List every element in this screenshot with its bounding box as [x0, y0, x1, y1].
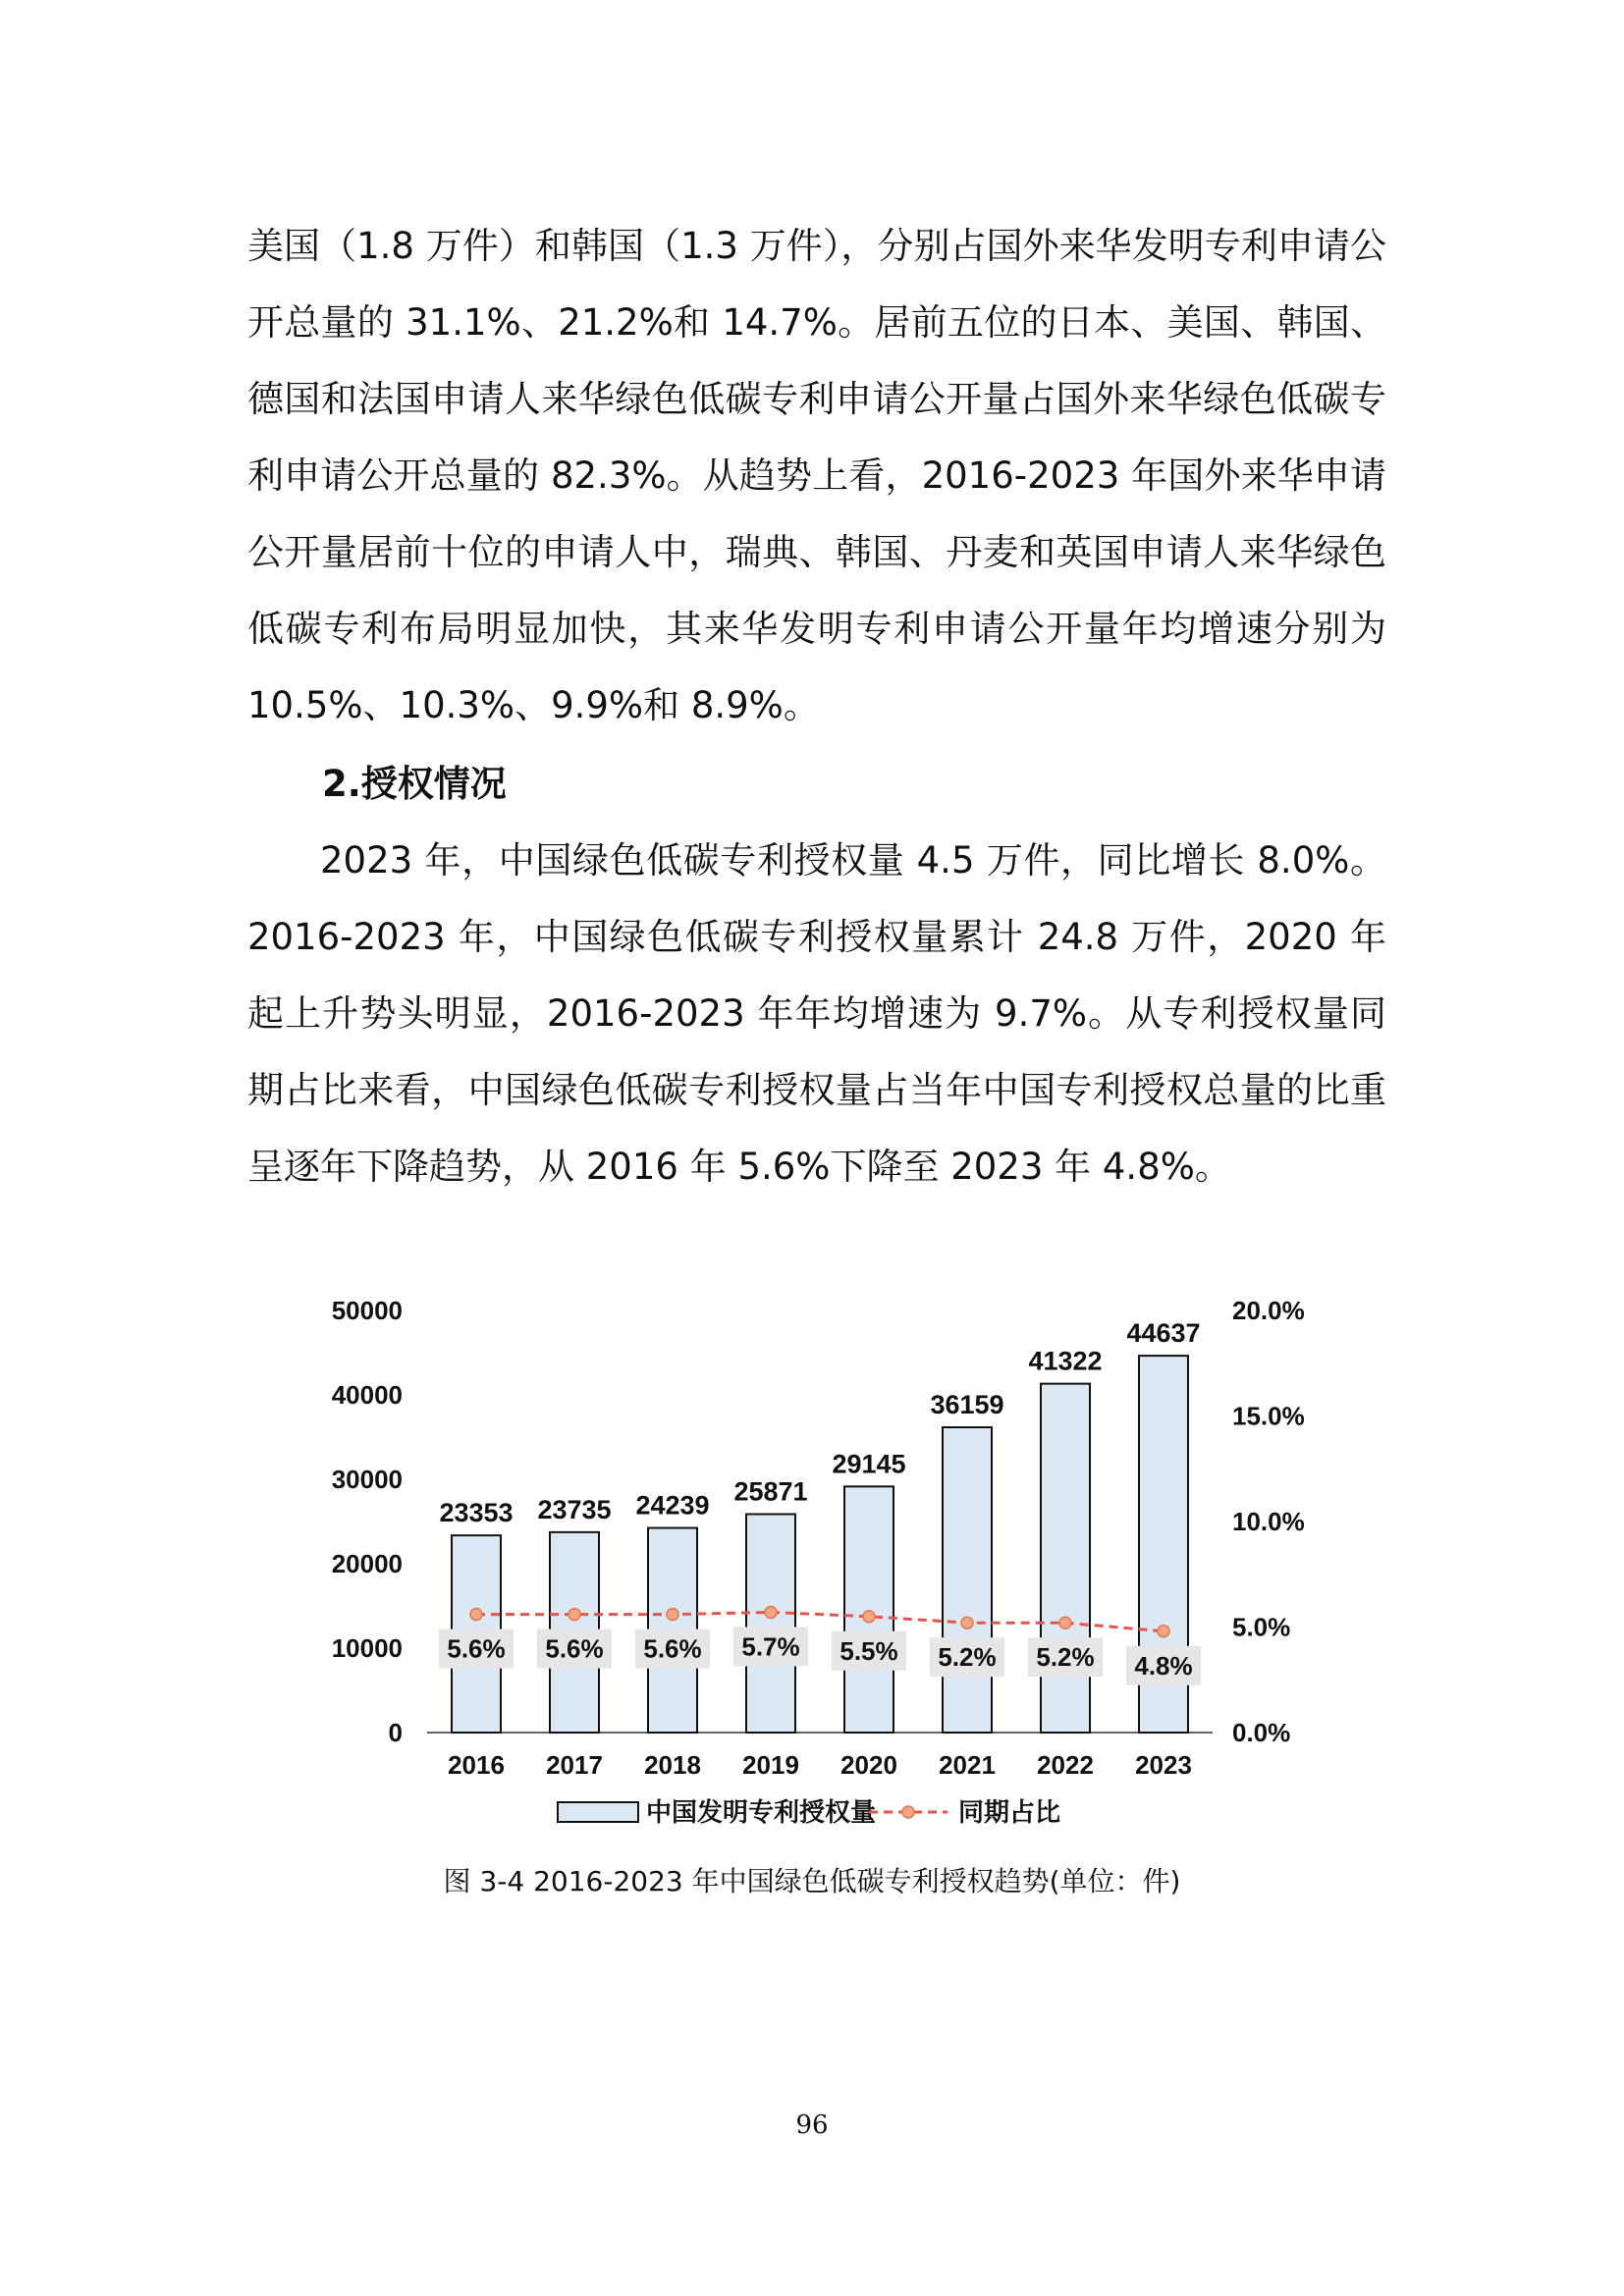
- bar-value-label: 41322: [1028, 1346, 1103, 1376]
- share-label: 5.2%: [938, 1642, 997, 1673]
- x-tick-label: 2020: [840, 1750, 897, 1780]
- y-left-tick-label: 10000: [331, 1633, 403, 1663]
- x-tick-label: 2021: [939, 1750, 996, 1780]
- bar: [1041, 1384, 1090, 1733]
- legend-line-marker: [902, 1806, 914, 1818]
- share-point: [863, 1611, 875, 1623]
- paragraph-1: 美国（1.8 万件）和韩国（1.3 万件），分别占国外来华发明专利申请公开总量的 31.1%、21.2%和 14.7%。居前五位的日本、美国、韩国、德国和法国申请人来华绿色低碳专利申请公开量占国外来华绿色低碳专利申请公开总量的 82.3%。从趋势上看，2016-2023 年国外来华申请公开量居前十位的申请人中，瑞典、韩国、丹麦和英国申请人来华绿色低碳专利布局明显加快，其来华发明专利申请公开量年均增速分别为 10.5%、10.3%、9.9%和 8.9%。: [247, 225, 1386, 726]
- x-tick-label: 2023: [1135, 1750, 1192, 1780]
- section-heading: 2.授权情况: [322, 763, 507, 805]
- x-tick-label: 2016: [448, 1750, 505, 1780]
- y-right-tick-label: 15.0%: [1232, 1401, 1305, 1431]
- legend-bar-swatch: [558, 1802, 638, 1822]
- share-label: 5.6%: [545, 1633, 604, 1664]
- x-tick-label: 2018: [644, 1750, 701, 1780]
- share-label: 5.7%: [741, 1631, 800, 1662]
- patent-grant-chart: [295, 1276, 1335, 1845]
- bar-value-label: 29145: [832, 1449, 906, 1479]
- share-point: [961, 1617, 973, 1629]
- paragraph-2: 2023 年，中国绿色低碳专利授权量 4.5 万件，同比增长 8.0%。2016-2023 年，中国绿色低碳专利授权量累计 24.8 万件，2020 年起上升势头明显，2016-2023 年年均增速为 9.7%。从专利授权量同期占比来看，中国绿色低碳专利授权量占当年中国专利授权总量的比重呈逐年下降趋势，从 2016 年 5.6%下降至 2023 年 4.8%。: [247, 839, 1386, 1188]
- share-label: 5.6%: [643, 1633, 702, 1664]
- x-tick-label: 2017: [546, 1750, 603, 1780]
- y-left-tick-label: 50000: [331, 1296, 403, 1325]
- bar-value-label: 24239: [635, 1490, 710, 1521]
- y-left-tick-label: 0: [388, 1718, 403, 1747]
- bar: [943, 1427, 992, 1733]
- bar-value-label: 36159: [930, 1390, 1004, 1420]
- share-point: [765, 1606, 777, 1618]
- figure-caption: 图 3-4 2016-2023 年中国绿色低碳专利授权趋势(单位：件): [443, 1865, 1181, 1897]
- legend-line-label: 同期占比: [958, 1797, 1061, 1827]
- bar: [746, 1515, 795, 1733]
- page-number: 96: [795, 2110, 829, 2140]
- share-label: 5.5%: [839, 1635, 898, 1666]
- bar-value-label: 23353: [439, 1498, 514, 1528]
- bar-value-label: 44637: [1126, 1318, 1201, 1349]
- legend-bar-label: 中国发明专利授权量: [646, 1797, 877, 1827]
- share-label: 4.8%: [1134, 1650, 1193, 1681]
- y-left-tick-label: 20000: [331, 1549, 403, 1578]
- y-right-tick-label: 0.0%: [1232, 1718, 1291, 1747]
- share-point: [568, 1609, 580, 1621]
- share-point: [1158, 1626, 1169, 1637]
- x-tick-label: 2019: [742, 1750, 799, 1780]
- share-label: 5.6%: [447, 1633, 506, 1664]
- share-label: 5.2%: [1036, 1642, 1095, 1673]
- x-tick-label: 2022: [1037, 1750, 1094, 1780]
- share-point: [1059, 1617, 1071, 1629]
- y-right-tick-label: 5.0%: [1232, 1612, 1291, 1642]
- y-right-tick-label: 10.0%: [1232, 1507, 1305, 1536]
- y-right-tick-label: 20.0%: [1232, 1296, 1305, 1325]
- share-point: [470, 1609, 482, 1621]
- y-left-tick-label: 40000: [331, 1380, 403, 1410]
- bar: [844, 1486, 893, 1733]
- bar-value-label: 23735: [537, 1494, 612, 1524]
- y-left-tick-label: 30000: [331, 1465, 403, 1494]
- bar-value-label: 25871: [733, 1476, 808, 1507]
- share-point: [667, 1609, 678, 1621]
